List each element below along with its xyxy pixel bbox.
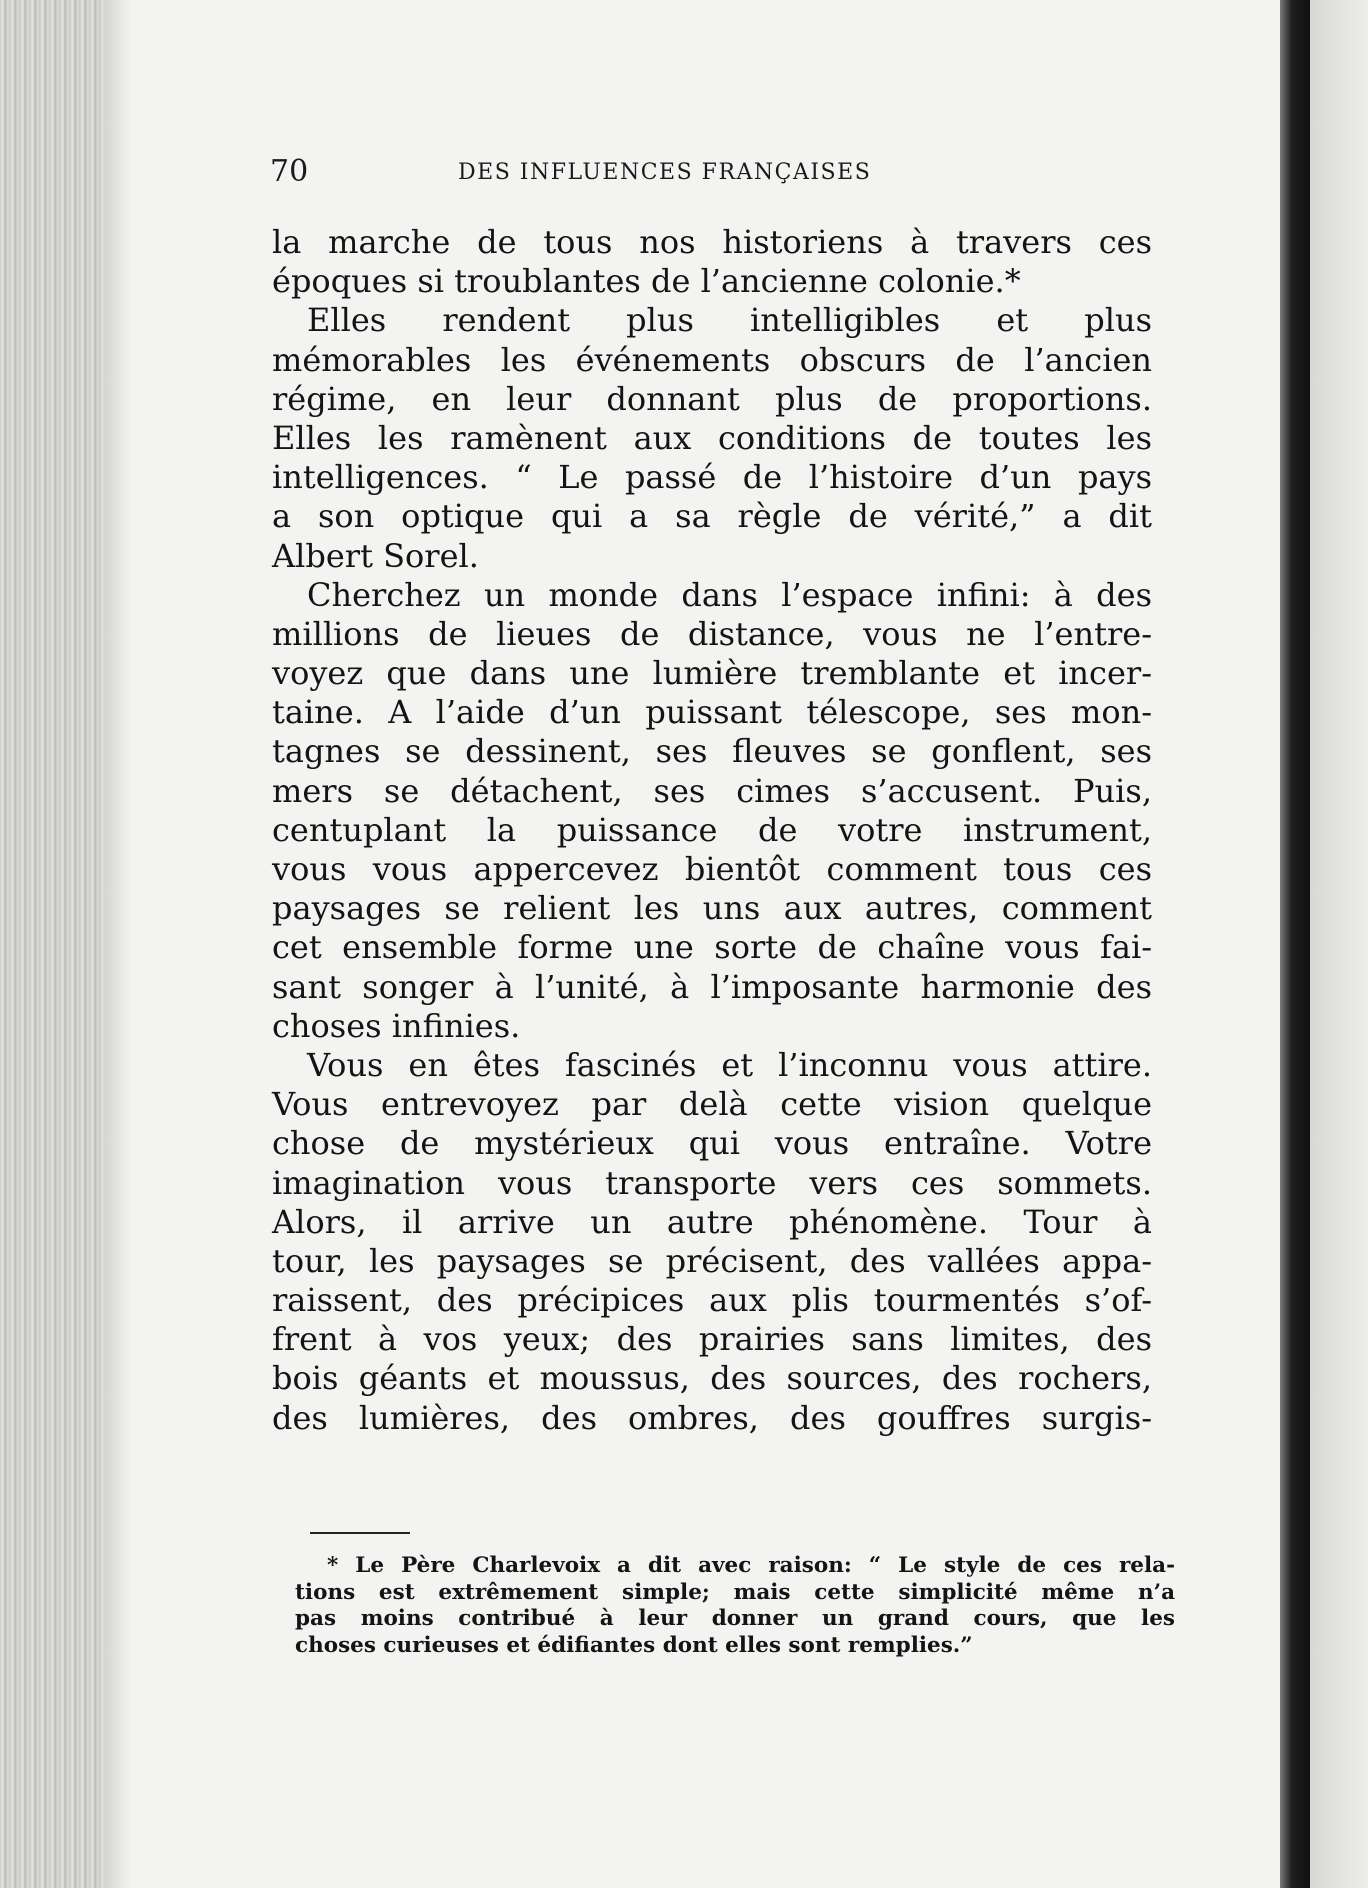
running-head: DES INFLUENCES FRANÇAISES [458, 160, 872, 185]
text-line: régime, en leur donnant plus de proportions. [272, 379, 1152, 418]
text-line: Cherchez un monde dans l’espace infini: à des [307, 575, 1152, 614]
book-page [130, 0, 1280, 1888]
text-line: Alors, il arrive un autre phénomène. Tour à [272, 1202, 1152, 1241]
text-line: imagination vous transporte vers ces sommets. [272, 1163, 1152, 1202]
text-line: millions de lieues de distance, vous ne l’entre- [272, 614, 1152, 653]
page-number: 70 [270, 154, 309, 189]
footnote-rule [310, 1532, 410, 1534]
text-line: taine. A l’aide d’un puissant télescope, ses mon- [272, 693, 1152, 732]
page-header [270, 150, 1170, 200]
text-line: époques si troublantes de l’ancienne colonie.* [272, 262, 1021, 301]
adjacent-page-edge [1310, 0, 1368, 1888]
text-line: mers se détachent, ses cimes s’accusent. Puis, [272, 771, 1152, 810]
text-line: centuplant la puissance de votre instrument, [272, 810, 1152, 849]
text-line: raissent, des précipices aux plis tourmentés s’of- [272, 1281, 1152, 1320]
text-line: Elles les ramènent aux conditions de toutes les [272, 418, 1152, 457]
text-line: Vous en êtes fascinés et l’inconnu vous attire. [307, 1045, 1152, 1084]
text-line: sant songer à l’unité, à l’imposante harmonie des [272, 967, 1152, 1006]
text-line: Albert Sorel. [272, 536, 479, 575]
text-line: tagnes se dessinent, ses fleuves se gonflent, ses [272, 732, 1152, 771]
text-line: choses infinies. [272, 1006, 521, 1045]
text-line: vous vous appercevez bientôt comment tous ces [272, 850, 1152, 888]
text-line: intelligences. “ Le passé de l’histoire d’un pays [272, 458, 1152, 497]
book-gutter [1280, 0, 1310, 1888]
text-line: Elles rendent plus intelligibles et plus [307, 301, 1152, 340]
footnote-line: * Le Père Charlevoix a dit avec raison: “ Le style de ces rela- [327, 1553, 1175, 1578]
text-line: chose de mystérieux qui vous entraîne. Votre [272, 1124, 1152, 1163]
text-line: paysages se relient les uns aux autres, comment [272, 889, 1152, 928]
page-edges [0, 0, 130, 1888]
footnote-line: pas moins contribué à leur donner un grand cours, que les [295, 1606, 1175, 1631]
text-line: la marche de tous nos historiens à travers ces [272, 223, 1152, 261]
text-line: des lumières, des ombres, des gouffres surgis- [272, 1398, 1152, 1437]
text-line: mémorables les événements obscurs de l’ancien [272, 340, 1152, 379]
footnote-line: tions est extrêmement simple; mais cette simplicité même n’a [295, 1579, 1175, 1605]
text-line: frent à vos yeux; des prairies sans limites, des [272, 1320, 1152, 1359]
text-line: tour, les paysages se précisent, des vallées appa- [272, 1241, 1152, 1280]
text-line: Vous entrevoyez par delà cette vision quelque [272, 1085, 1152, 1124]
text-line: cet ensemble forme une sorte de chaîne vous fai- [272, 928, 1152, 967]
body-text [272, 223, 1152, 1438]
footnote [295, 1553, 1175, 1659]
text-line: bois géants et moussus, des sources, des rochers, [272, 1359, 1152, 1398]
footnote-line: choses curieuses et édifiantes dont elles sont remplies.” [295, 1632, 973, 1658]
text-line: a son optique qui a sa règle de vérité,” a dit [272, 497, 1152, 536]
text-line: voyez que dans une lumière tremblante et incer- [272, 654, 1152, 693]
